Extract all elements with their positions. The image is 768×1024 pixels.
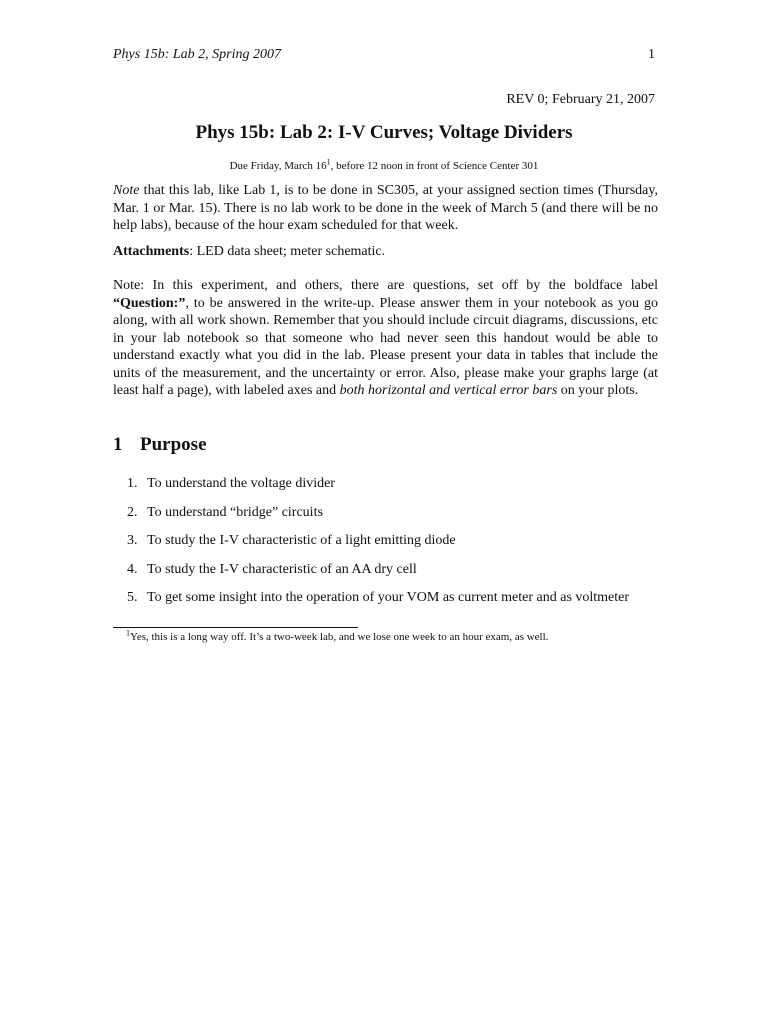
- list-item: [127, 475, 629, 504]
- purpose-list: [127, 475, 629, 618]
- list-item-text: To understand the voltage divider: [147, 476, 335, 491]
- footnote: [126, 628, 549, 643]
- footnote-number: 1: [126, 628, 130, 638]
- list-item: [127, 504, 629, 533]
- list-item-number: 5.: [127, 590, 138, 605]
- footnote-text: Yes, this is a long way off. It’s a two-week lab, and we lose one week to an hour exam, as well.: [130, 631, 549, 643]
- instructions-text-3: on your plots.: [557, 383, 639, 398]
- page-title: Phys 15b: Lab 2: I-V Curves; Voltage Dividers: [195, 122, 573, 143]
- section-title: Purpose: [140, 434, 207, 455]
- footnote-mark: 1: [326, 157, 331, 167]
- attachments-paragraph: [113, 243, 658, 261]
- list-item-text: To study the I-V characteristic of an AA dry cell: [147, 561, 417, 577]
- note-text: that this lab, like Lab 1, is to be done in SC305, at your assigned section times (Thursday, Mar. 1 or Mar. 15). There is no lab work to be done in the week of March 5 (and there will be no help labs), because of the hour exam scheduled for that week.: [113, 183, 658, 233]
- list-item: [127, 589, 629, 618]
- list-item-text: To study the I-V characteristic of a light emitting diode: [147, 533, 456, 548]
- due-date: [0, 157, 768, 172]
- note-paragraph: [113, 182, 658, 235]
- list-item: [127, 561, 629, 590]
- list-item-number: 4.: [127, 561, 138, 577]
- note-lead: Note: [113, 183, 140, 198]
- due-text: Due Friday, March 16: [229, 160, 327, 172]
- section-number: 1: [113, 434, 123, 455]
- page-number: 1: [648, 47, 655, 62]
- error-bars-emphasis: both horizontal and vertical error bars: [339, 383, 558, 398]
- attachments-text: : LED data sheet; meter schematic.: [189, 244, 386, 259]
- list-item-number: 3.: [127, 533, 138, 548]
- revision-date: REV 0; February 21, 2007: [506, 92, 655, 107]
- list-item: [127, 532, 629, 561]
- list-item-text: To get some insight into the operation of your VOM as current meter and as voltmeter: [147, 590, 630, 605]
- list-item-text: To understand “bridge” circuits: [147, 504, 323, 520]
- running-head: Phys 15b: Lab 2, Spring 2007: [113, 47, 281, 62]
- instructions-text-1: Note: In this experiment, and others, there are questions, set off by the boldface label: [113, 278, 658, 293]
- due-location: , before 12 noon in front of Science Center 301: [330, 160, 539, 172]
- list-item-number: 2.: [127, 504, 138, 520]
- footnote-divider: [113, 627, 358, 628]
- instructions-text-2: , to be answered in the write-up. Please answer them in your notebook as you go along, with all work shown. Remember that you should include circuit diagrams, discussions, etc in your lab notebook so that someone who had never seen this handout would be able to understand exactly what you did in the lab. Please present your data in tables that include the units of the measurement, and the uncertainty or error. Also, please make your graphs large (at least half a page), with labeled axes and: [113, 295, 658, 398]
- question-label: “Question:”: [113, 295, 186, 311]
- section-heading-purpose: [113, 434, 207, 456]
- attachments-label: Attachments: [113, 244, 190, 259]
- list-item-number: 1.: [127, 476, 138, 491]
- instructions-paragraph: [113, 277, 658, 400]
